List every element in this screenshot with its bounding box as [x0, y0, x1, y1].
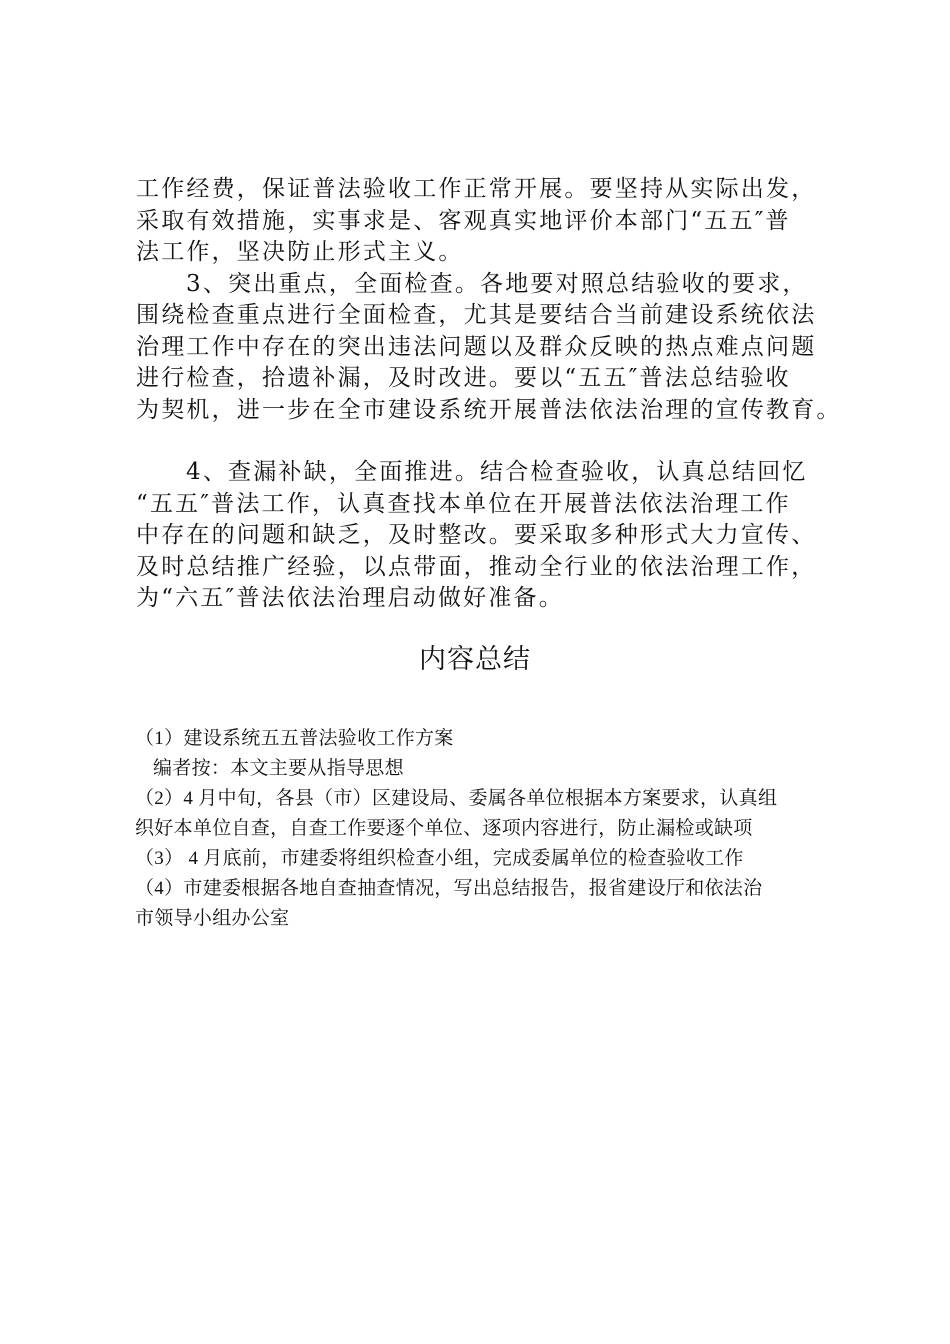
- summary-list: [135, 724, 835, 934]
- summary-line: 市领导小组办公室: [135, 908, 290, 929]
- summary-line: 织好本单位自查，自查工作要逐个单位、逐项内容进行，防止漏检或缺项: [135, 818, 753, 839]
- summary-line: （4）市建委根据各地自查抽查情况，写出总结报告，报省建设厅和依法治: [135, 878, 763, 899]
- summary-line: （2）4 月中旬，各县（市）区建设局、委属各单位根据本方案要求，认真组: [135, 788, 778, 809]
- text-line: 为契机，进一步在全市建设系统开展普法依法治理的宣传教育。: [136, 396, 842, 423]
- text-line: 治理工作中存在的突出违法问题以及群众反映的热点难点问题: [136, 333, 817, 360]
- body-text: [136, 174, 842, 615]
- text-line: 为“六五″普法依法治理启动做好准备。: [136, 585, 564, 611]
- summary-line: （1）建设系统五五普法验收工作方案: [135, 728, 454, 749]
- text-line: 及时总结推广经验，以点带面，推动全行业的依法治理工作，: [136, 553, 817, 580]
- text-line: “五五″普法工作，认真查找本单位在开展普法依法治理工作: [136, 490, 791, 517]
- editor-note: 编者按：本文主要从指导思想: [153, 758, 404, 779]
- summary-line: （3） 4 月底前，市建委将组织检查小组，完成委属单位的检查验收工作: [135, 848, 744, 869]
- paragraph-funding: [136, 174, 836, 269]
- text-line: 中存在的问题和缺乏，及时整改。要采取多种形式大力宣传、: [136, 522, 817, 548]
- paragraph-item-4: [136, 457, 836, 615]
- text-line: 法工作，坚决防止形式主义。: [136, 239, 464, 265]
- text-line: 进行检查，拾遗补漏，及时改进。要以“五五″普法总结验收: [136, 365, 791, 391]
- text-line: 围绕检查重点进行全面检查，尤其是要结合当前建设系统依法: [136, 302, 817, 328]
- text-line: 采取有效措施，实事求是、客观真实地评价本部门“五五″普: [136, 207, 791, 234]
- summary-title: 内容总结: [419, 644, 531, 675]
- text-line: 工作经费，保证普法验收工作正常开展。要坚持从实际出发，: [136, 176, 817, 202]
- text-line: 3、突出重点，全面检查。各地要对照总结验收的要求，: [186, 270, 808, 297]
- text-line: 4、查漏补缺，全面推进。结合检查验收，认真总结回忆: [186, 459, 808, 485]
- paragraph-item-3: [136, 269, 842, 427]
